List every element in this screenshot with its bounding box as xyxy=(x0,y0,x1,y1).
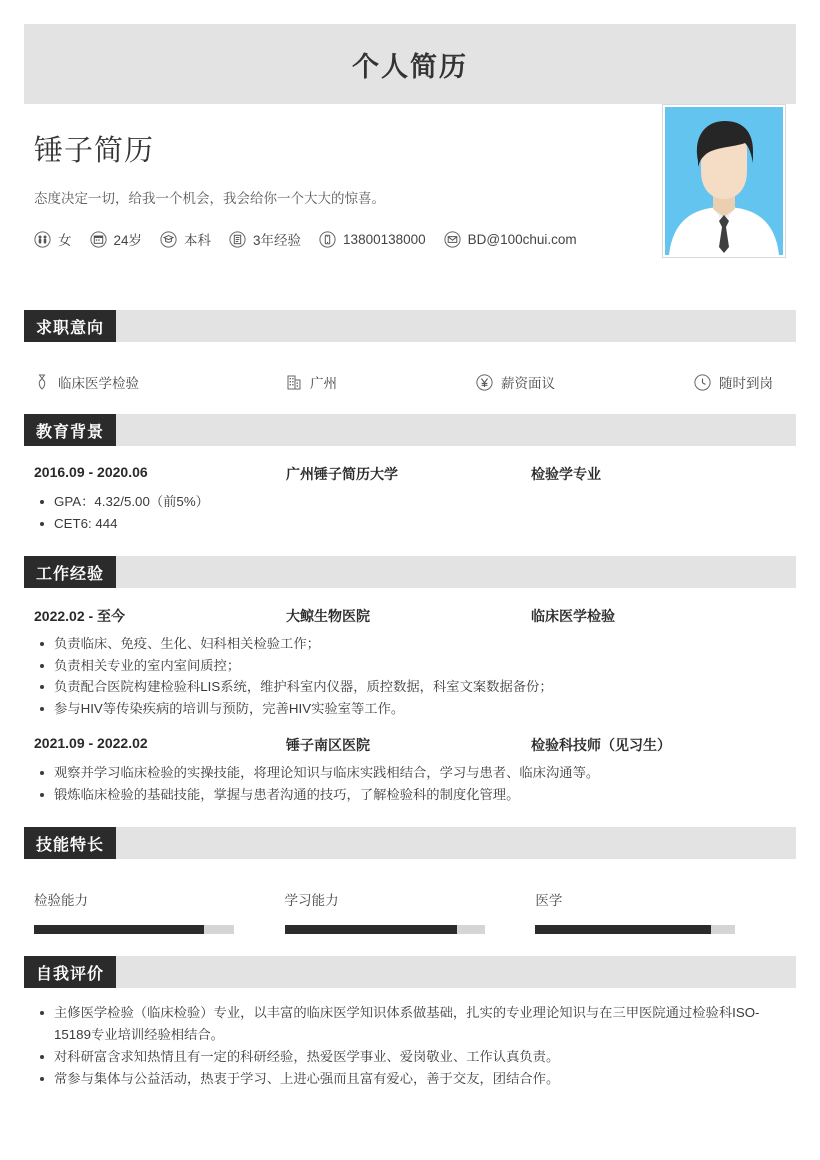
list-item: 观察并学习临床检验的实操技能，将理论知识与临床实践相结合，学习与患者、临床沟通等。 xyxy=(34,762,786,784)
skill-progress-track xyxy=(535,925,735,934)
entry-date: 2016.09 - 2020.06 xyxy=(34,464,148,480)
list-item: 锻炼临床检验的基础技能，掌握与患者沟通的技巧，了解检验科的制度化管理。 xyxy=(34,784,786,806)
education-entry xyxy=(34,464,786,534)
meta-phone-label: 13800138000 xyxy=(343,231,426,247)
entry-bullets xyxy=(34,491,786,534)
section-job-intention xyxy=(24,310,796,392)
meta-experience-label: 3年经验 xyxy=(253,233,302,248)
section-self-evaluation xyxy=(24,956,796,1090)
avatar-illustration xyxy=(665,107,783,255)
phone-icon xyxy=(319,231,336,248)
meta-email xyxy=(444,231,577,248)
skill-item xyxy=(285,889,536,934)
list-item: 参与HIV等传染疾病的培训与预防，完善HIV实验室等工作。 xyxy=(34,698,786,720)
yen-icon xyxy=(476,374,493,391)
calendar-icon xyxy=(90,231,107,248)
entry-major: 检验学专业 xyxy=(531,466,601,482)
entry-header xyxy=(34,464,786,484)
list-item: 对科研富含求知热情且有一定的科研经验，热爱医学事业、爱岗敬业、工作认真负责。 xyxy=(34,1046,786,1068)
work-entry xyxy=(34,735,786,805)
skill-progress-track xyxy=(285,925,485,934)
entry-bullets xyxy=(34,633,786,719)
skill-label: 学习能力 xyxy=(284,893,339,909)
skill-label: 检验能力 xyxy=(34,893,88,909)
entry-position: 检验科技师（见习生） xyxy=(531,737,671,754)
section-body-intent xyxy=(24,342,796,392)
section-education xyxy=(24,414,796,534)
list-item: 负责配合医院构建检验科LIS系统，维护科室内仪器，质控数据，科室文案数据备份； xyxy=(34,676,786,698)
tie-icon xyxy=(34,373,50,391)
skill-item xyxy=(535,889,786,934)
meta-gender-label: 女 xyxy=(58,233,72,248)
email-icon xyxy=(444,231,461,248)
section-title-education: 教育背景 xyxy=(24,414,116,446)
section-body-skills xyxy=(24,859,796,934)
skill-progress-fill xyxy=(535,925,711,934)
profile-block xyxy=(24,104,796,288)
entry-position: 临床医学检验 xyxy=(531,608,615,625)
skill-progress-fill xyxy=(285,925,457,934)
candidate-tagline: 态度决定一切，给我一个机会，我会给你一个大大的惊喜。 xyxy=(34,191,385,206)
candidate-name: 锤子简历 xyxy=(34,135,155,167)
page-title: 个人简历 xyxy=(352,51,468,82)
meta-education xyxy=(160,229,211,249)
meta-education-label: 本科 xyxy=(184,233,212,248)
skill-item xyxy=(34,889,285,934)
entry-date: 2021.09 - 2022.02 xyxy=(34,735,148,752)
meta-experience xyxy=(229,229,301,249)
section-header xyxy=(24,827,796,859)
entry-header xyxy=(34,606,786,626)
section-header xyxy=(24,310,796,342)
resume-banner xyxy=(24,24,796,104)
intent-city xyxy=(286,372,476,392)
intent-salary-label: 薪资面议 xyxy=(501,376,555,391)
intent-city-label: 广州 xyxy=(310,376,337,391)
intent-availability xyxy=(694,372,773,392)
entry-company: 大鲸生物医院 xyxy=(286,608,370,625)
entry-header xyxy=(34,735,786,755)
intent-availability-label: 随时到岗 xyxy=(719,376,773,391)
evaluation-bullets xyxy=(34,1002,786,1090)
section-title-work: 工作经验 xyxy=(24,556,116,588)
entry-school: 广州锤子简历大学 xyxy=(286,466,398,482)
meta-age-label: 24岁 xyxy=(113,233,143,248)
intent-salary xyxy=(476,372,694,392)
list-item: 负责临床、免疫、生化、妇科相关检验工作； xyxy=(34,633,786,655)
meta-gender xyxy=(34,229,72,249)
meta-phone xyxy=(319,231,426,248)
entry-bullets xyxy=(34,762,786,805)
avatar xyxy=(662,104,786,258)
section-title-skills: 技能特长 xyxy=(24,827,116,859)
gender-icon xyxy=(34,231,51,248)
section-body-evaluation xyxy=(24,988,796,1090)
list-item: GPA：4.32/5.00（前5%） xyxy=(34,491,786,513)
section-header xyxy=(24,414,796,446)
list-item: 负责相关专业的室内室间质控； xyxy=(34,655,786,677)
skill-progress-track xyxy=(34,925,234,934)
entry-date: 2022.02 - 至今 xyxy=(34,608,126,625)
skill-label: 医学 xyxy=(535,893,563,909)
section-header xyxy=(24,956,796,988)
clock-icon xyxy=(694,374,711,391)
meta-email-label: BD@100chui.com xyxy=(467,231,577,247)
section-title-evaluation: 自我评价 xyxy=(24,956,116,988)
section-title-intent: 求职意向 xyxy=(24,310,116,342)
building-icon xyxy=(286,373,302,391)
list-item: 常参与集体与公益活动，热衷于学习、上进心强而且富有爱心，善于交友，团结合作。 xyxy=(34,1068,786,1090)
section-body-work xyxy=(24,588,796,805)
meta-age xyxy=(90,229,143,249)
intent-position-label: 临床医学检验 xyxy=(58,376,139,391)
work-entry xyxy=(34,606,786,719)
section-skills xyxy=(24,827,796,934)
list-item: CET6: 444 xyxy=(34,513,786,535)
section-header xyxy=(24,556,796,588)
document-icon xyxy=(229,231,246,248)
graduation-cap-icon xyxy=(160,231,177,248)
skills-row xyxy=(34,873,786,934)
section-work-experience xyxy=(24,556,796,805)
intent-row xyxy=(34,356,786,392)
intent-position xyxy=(34,372,286,392)
entry-company: 锤子南区医院 xyxy=(286,737,370,754)
section-body-education xyxy=(24,446,796,534)
list-item: 主修医学检验（临床检验）专业，以丰富的临床医学知识体系做基础，扎实的专业理论知识与在三甲医院通过检验科ISO-15189专业培训经验相结合。 xyxy=(34,1002,786,1046)
skill-progress-fill xyxy=(34,925,204,934)
